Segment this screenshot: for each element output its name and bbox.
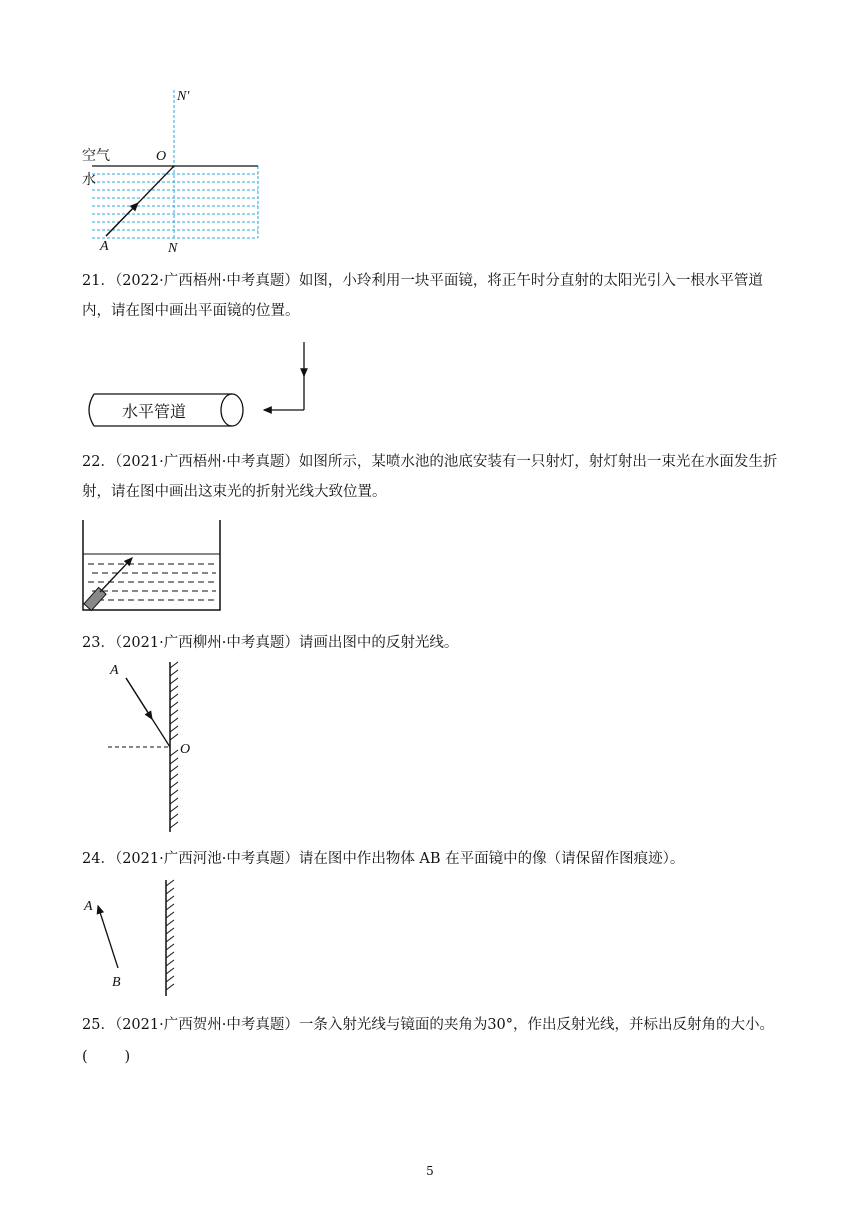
question-text: （2021·广西柳州·中考真题）请画出图中的反射光线。 — [114, 635, 459, 651]
label-o: O — [156, 149, 167, 164]
question-23 — [82, 628, 782, 658]
question-number: 21． — [82, 273, 115, 289]
pipe-figure — [82, 340, 322, 436]
pool-figure — [80, 518, 230, 614]
label-o: O — [180, 742, 191, 757]
question-number: 23． — [82, 635, 115, 651]
question-22 — [82, 447, 782, 507]
spotlight — [84, 587, 106, 610]
label-a: A — [100, 239, 109, 254]
reflection-figure — [106, 660, 206, 836]
question-number: 24． — [82, 851, 115, 867]
mirror-image-figure — [80, 876, 190, 1000]
mirror-hatching — [166, 880, 174, 990]
question-text: （2021·广西河池·中考真题）请在图中作出物体 AB 在平面镜中的像（请保留作图痕迹）。 — [114, 851, 685, 867]
refraction-figure — [80, 86, 270, 256]
light-beam — [100, 558, 132, 592]
object-ab — [98, 906, 118, 968]
label-a: A — [84, 899, 93, 914]
label-n: N — [168, 241, 178, 256]
label-n-prime: N′ — [177, 89, 190, 104]
answer-blank: ( ) — [82, 1049, 131, 1065]
question-text: （2021·广西梧州·中考真题）如图所示，某喷水池的池底安装有一只射灯，射灯射出一束光在水面发生折射，请在图中画出这束光的折射光线大致位置。 — [82, 454, 778, 500]
pipe-label: 水平管道 — [122, 402, 187, 421]
page-number: 5 — [426, 1164, 434, 1178]
mirror-hatching — [170, 662, 178, 828]
question-number: 22． — [82, 454, 115, 470]
question-text: （2021·广西贺州·中考真题）一条入射光线与镜面的夹角为30°，作出反射光线，并标出反射角的大小。 — [114, 1017, 775, 1033]
water-region — [92, 166, 258, 238]
label-a: A — [110, 663, 119, 678]
question-21 — [82, 266, 782, 326]
question-24 — [82, 844, 782, 874]
label-b: B — [112, 975, 121, 990]
pipe-opening — [221, 394, 243, 426]
label-air: 空气 — [82, 148, 110, 164]
question-number: 25． — [82, 1017, 115, 1033]
question-text: （2022·广西梧州·中考真题）如图，小玲利用一块平面镜，将正午时分直射的太阳光引入一根水平管道内，请在图中画出平面镜的位置。 — [82, 273, 763, 319]
question-25 — [82, 1010, 782, 1040]
label-water: 水 — [82, 172, 96, 188]
